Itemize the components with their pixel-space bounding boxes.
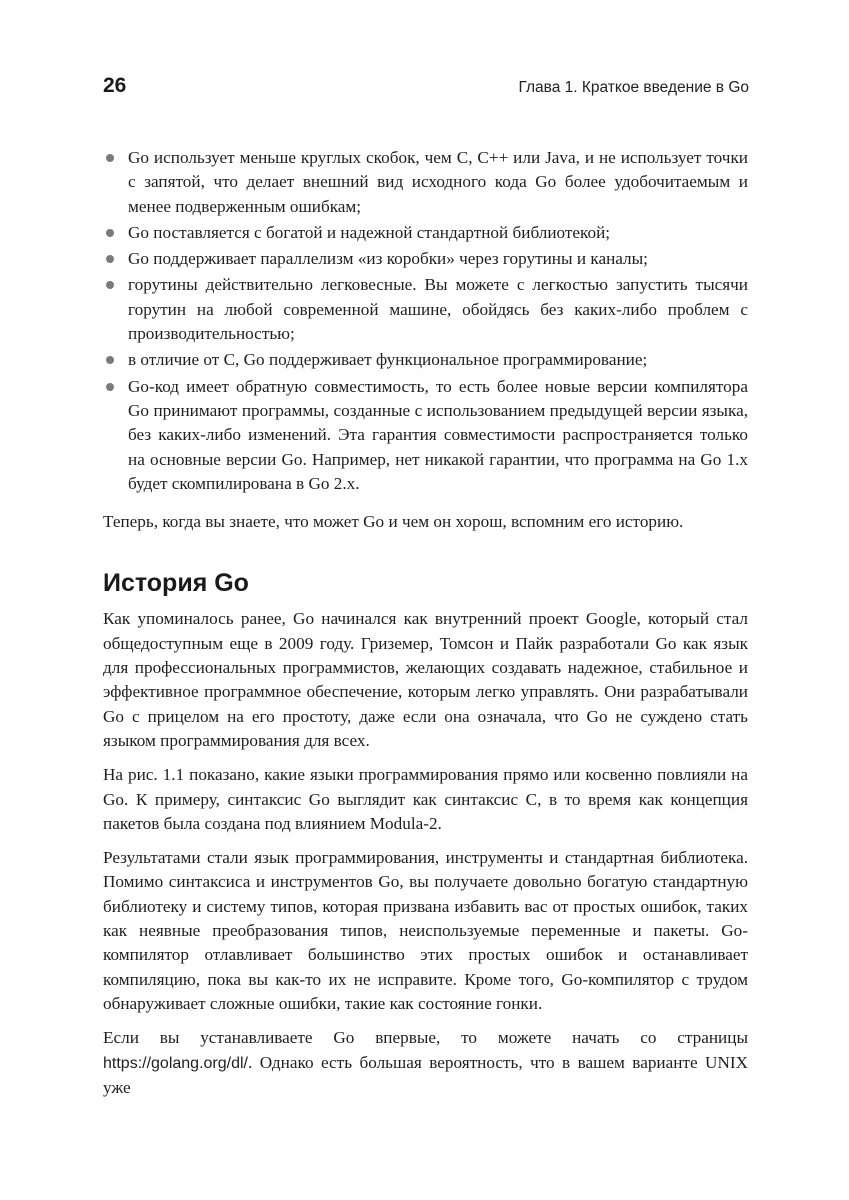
list-item-text: Go использует меньше круглых скобок, чем C, C++ или Java, и не использует точки с запятой, что делает внешний вид исходного кода Go более удобочитаемым и менее подверженным ошибкам; <box>128 148 748 216</box>
bullet-icon <box>106 356 114 364</box>
list-item <box>103 348 748 372</box>
section-paragraph: На рис. 1.1 показано, какие языки программирования прямо или косвенно повлияли на Go. К примеру, синтаксис Go выглядит как синтаксис C, в то время как концепция пакетов была создана под влиянием Modula-2. <box>103 765 748 833</box>
list-item-text: Go-код имеет обратную совместимость, то есть более новые версии компилятора Go принимают программы, созданные с использованием предыдущей версии языка, без каких-либо изменений. Эта гарантия совместимости распространяется только на основные версии Go. Например, нет никакой гарантии, что программа на Go 1.x будет скомпилирована в Go 2.x. <box>128 376 748 493</box>
paragraph-text: Если вы устанавливаете Go впервые, то можете начать со страницы <box>103 1028 748 1048</box>
list-item-text: Go поддерживает параллелизм «из коробки» через горутины и каналы; <box>128 249 648 269</box>
transition-paragraph: Теперь, когда вы знаете, что может Go и чем он хорош, вспомним его историю. <box>103 512 684 532</box>
bullet-icon <box>106 154 114 162</box>
paragraph-text: . Однако есть большая вероятность, что в вашем варианте UNIX уже <box>103 1052 748 1097</box>
page-number: 26 <box>103 74 127 97</box>
page-body <box>103 146 748 1110</box>
page-header <box>103 74 749 104</box>
list-item <box>103 247 748 271</box>
list-item <box>103 273 748 346</box>
section-paragraph: Результатами стали язык программирования, инструменты и стандартная библиотека. Помимо синтаксиса и инструментов Go, вы получаете довольно богатую стандартную библиотеку и систему типов, которая призвана избавить вас от простых ошибок, таких как неявные преобразования типов, неиспользуемые переменные и пакеты. Go-компилятор отлавливает большинство этих простых ошибок и останавливает компиляцию, пока вы как-то их не исправите. Кроме того, Go-компилятор с трудом обнаруживает сложные ошибки, такие как состояние гонки. <box>103 848 748 1013</box>
feature-list <box>103 146 748 496</box>
list-item <box>103 221 748 245</box>
list-item-text: в отличие от C, Go поддерживает функциональное программирование; <box>128 350 648 370</box>
list-item <box>103 146 748 219</box>
bullet-icon <box>106 255 114 263</box>
list-item-text: Go поставляется с богатой и надежной стандартной библиотекой; <box>128 222 611 242</box>
bullet-icon <box>106 281 114 289</box>
section-paragraph <box>103 1026 748 1100</box>
list-item-text: горутины действительно легковесные. Вы можете с легкостью запустить тысячи горутин на любой современной машине, обойдясь без каких-либо проблем с производительностью; <box>128 275 748 344</box>
download-link[interactable]: https://golang.org/dl/ <box>103 1054 248 1072</box>
running-head: Глава 1. Краткое введение в Go <box>518 79 749 96</box>
bullet-icon <box>106 383 114 391</box>
bullet-icon <box>106 229 114 237</box>
section-heading: История Go <box>103 569 249 598</box>
section-paragraph: Как упоминалось ранее, Go начинался как внутренний проект Google, который стал общедоступным еще в 2009 году. Гриземер, Томсон и Пайк разработали Go как язык для профессиональных программистов, желающих создавать надежное, стабильное и эффективное программное обеспечение, которым легко управлять. Они разрабатывали Go с прицелом на его простоту, даже если она означала, что Go не суждено стать языком программирования для всех. <box>103 609 748 750</box>
list-item <box>103 375 748 496</box>
